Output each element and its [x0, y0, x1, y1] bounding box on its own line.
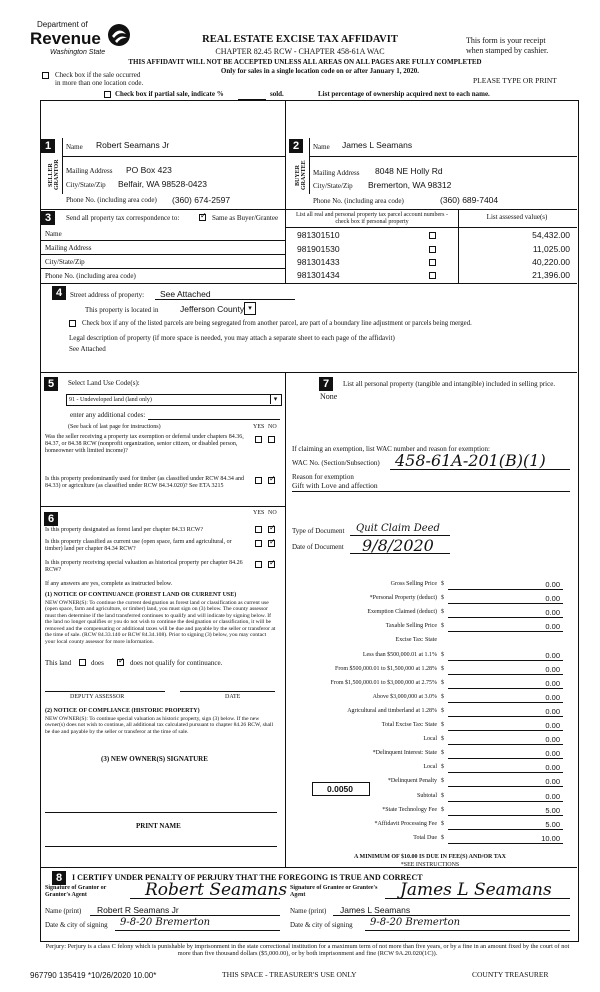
additional-codes-label: enter any additional codes: [70, 411, 146, 419]
assessed-value: 21,396.00 [532, 270, 570, 280]
seller-grantor-label: SELLER GRANTOR [48, 159, 60, 191]
current-use-yes-checkbox[interactable] [255, 540, 262, 547]
if-yes-note: If any answers are yes, complete as instructed below. [45, 581, 173, 587]
tax-row-label: Exemption Claimed (deduct) [367, 609, 437, 616]
tax-row-label: Less than $500,000.01 at 1.1% [362, 651, 437, 658]
tax-row-line [448, 589, 563, 590]
sec3-mail-label: Mailing Address [45, 244, 92, 252]
grantee-signature-line [385, 898, 570, 899]
tax-row-value: 0.00 [545, 594, 560, 604]
buyer-phone-label: Phone No. (including area code) [313, 197, 404, 205]
tax-row-dollar: $ [441, 764, 444, 771]
buyer-name-label: Name [313, 143, 330, 151]
tax-row-dollar: $ [441, 806, 444, 813]
land-use-value: 91 - Undeveloped land (land only) [69, 397, 152, 403]
parcel-col-header: List all real and personal property tax parcel account numbers - check box if personal property [296, 212, 448, 225]
section-8-number: 8 [52, 871, 66, 885]
section-3-number: 3 [41, 211, 55, 225]
assessed-col-header: List assessed value(s) [486, 213, 548, 221]
center-divider [285, 100, 286, 283]
personal-property-label: List all personal property (tangible and intangible) included in selling price. [343, 380, 556, 388]
tax-row-label: *State Technology Fee [382, 806, 437, 813]
tax-row-label: Total Due [413, 834, 437, 841]
see-instructions: *SEE INSTRUCTIONS [400, 862, 460, 868]
grantor-name-label: Name (print) [45, 907, 82, 915]
deputy-date-line [180, 691, 275, 692]
send-correspondence-label: Send all property tax correspondence to: [66, 214, 180, 222]
wac-number: 458-61A-201(B)(1) [395, 451, 546, 470]
tax-row-dollar: $ [441, 651, 444, 658]
grantee-date-line [365, 930, 570, 931]
historic-question: Is this property receiving special valuation as historical property per chapter 84.26 RCW? [45, 560, 243, 573]
parcel-number: 981301434 [297, 270, 340, 280]
notice-compliance-body: NEW OWNER(S): To continue special valuation as historic property, sign (3) below. If the new owner(s) does not wish to continue, all additional tax calculated pursuant to chapter 84.26 RCW, shall be due and payable by the seller or transferor at the time of sale. [45, 716, 274, 735]
tax-row-label: From $1,500,000.01 to $3,000,000 at 2.75% [330, 679, 437, 686]
partial-sale-checkbox[interactable] [104, 91, 111, 98]
section-3-top-line [40, 209, 577, 210]
personal-property-checkbox[interactable] [429, 259, 436, 266]
tax-row-line [448, 660, 563, 661]
grantee-date-label: Date & city of signing [290, 921, 353, 929]
buyer-city: Bremerton, WA 98312 [368, 180, 452, 190]
q1-yes-checkbox[interactable] [255, 436, 262, 443]
land-use-select[interactable] [66, 394, 282, 406]
tax-row-line [448, 786, 563, 787]
tax-row-value: 0.00 [545, 791, 560, 801]
tax-row-label: *Delinquent Interest: State [372, 750, 437, 757]
doc-date-line [350, 553, 450, 554]
tax-row-label: Gross Selling Price [390, 581, 437, 587]
form-subtitle: CHAPTER 82.45 RCW - CHAPTER 458-61A WAC [215, 47, 385, 56]
chevron-down-icon[interactable]: ▾ [270, 395, 280, 404]
historic-no-checkbox[interactable] [268, 561, 275, 568]
grantor-name-line [90, 915, 280, 916]
please-type: PLEASE TYPE OR PRINT [473, 76, 557, 85]
seller-name-line [63, 156, 285, 157]
buyer-mail-label: Mailing Address [313, 169, 360, 177]
forest-land-question: Is this property designated as forest land per chapter 84.33 RCW? [45, 527, 204, 533]
notice-continuance-body: NEW OWNER(S): To continue the current designation as forest land or classification as current use (open space, farm and agriculture, or timber) land, you must sign on (3) below. The county assessor must then determine if the land transferred continues to qualify and will indicate by signing below. If the land no longer qualifies or you do not wish to continue the designation or classification, it will be removed and the compensating or additional taxes will be due and payable by the seller or transferor at the time of sale. (RCW 84.33.140 or RCW 84.34.108). Prior to signing (3) below, you may contact your local county assessor for more information. [45, 600, 276, 645]
grantee-name-label: Name (print) [290, 907, 327, 915]
sold-label: sold. [270, 90, 284, 98]
personal-property-checkbox[interactable] [429, 272, 436, 279]
tax-row-line [448, 631, 563, 632]
tax-row-line [448, 674, 563, 675]
q1-no-checkbox[interactable] [268, 436, 275, 443]
doc-type-label: Type of Document [292, 527, 345, 535]
parcel-number: 981901530 [297, 244, 340, 254]
notice-compliance-title: (2) NOTICE OF COMPLIANCE (HISTORIC PROPERTY) [45, 708, 200, 714]
exemption-label: If claiming an exemption, list WAC number and reason for exemption: [292, 445, 490, 453]
personal-property-checkbox[interactable] [429, 232, 436, 239]
section-2-number: 2 [289, 139, 303, 153]
deputy-assessor-label: DEPUTY ASSESSOR [70, 694, 125, 700]
wac-label: WAC No. (Section/Subsection) [292, 459, 380, 467]
receipt-note-1: This form is your receipt [466, 36, 546, 45]
tax-row-value: 0.00 [545, 763, 560, 773]
parcel-number: 981301433 [297, 257, 340, 267]
multi-location-label-2: in more than one location code. [55, 79, 144, 87]
notice-continuance-title: (1) NOTICE OF CONTINUANCE (FOREST LAND OR CURRENT USE) [45, 592, 237, 598]
doc-date-value: 9/8/2020 [362, 536, 434, 555]
section-4-top-line [40, 283, 577, 284]
parcel-number: 981301510 [297, 230, 340, 240]
grantor-date-line [115, 930, 280, 931]
tax-row-label: *Affidavit Processing Fee [374, 820, 437, 827]
street-address: See Attached [160, 289, 211, 299]
does-not-checkbox[interactable] [117, 659, 124, 666]
this-land-label: This land [45, 659, 72, 667]
county-treasurer: COUNTY TREASURER [472, 970, 549, 979]
section-6-top-line [40, 506, 285, 507]
certify-statement: I CERTIFY UNDER PENALTY OF PERJURY THAT THE FOREGOING IS TRUE AND CORRECT [72, 873, 423, 882]
exemption-question: Was the seller receiving a property tax exemption or deferral under chapters 84.36, 84.37, or 84.38 RCW (nonprofit organization, senior citizen, or disabled person, homeowner with limited income)? [45, 434, 244, 454]
tax-row-label: Excise Tax: State [395, 637, 437, 644]
tax-row-value: 0.00 [545, 650, 560, 660]
tax-row-value: 0.00 [545, 706, 560, 716]
segregated-label: Check box if any of the listed parcels are being segregated from another parcel, are part of a boundary line adjustment or parcels being merged. [82, 320, 472, 327]
tax-row-line [448, 815, 563, 816]
tax-row-dollar: $ [441, 834, 444, 841]
yes-label-6: YES [253, 510, 265, 516]
treasurer-space: THIS SPACE - TREASURER'S USE ONLY [222, 970, 357, 979]
parcel-col-divider [458, 209, 459, 283]
new-owner-signature-label: (3) NEW OWNER(S) SIGNATURE [101, 755, 208, 763]
section-6-number: 6 [44, 512, 58, 526]
reason-line [292, 491, 570, 492]
revenue-swirl-icon [106, 22, 132, 48]
tax-row-dollar: $ [441, 750, 444, 757]
tax-row-label: Taxable Selling Price [385, 623, 437, 630]
grantee-name: James L Seamans [340, 905, 411, 915]
dept-line1: Department of [37, 20, 88, 29]
doc-type-value: Quit Claim Deed [356, 523, 440, 534]
legal-description-label: Legal description of property (if more space is needed, you may attach a separate sheet to each page of the affidavit) [69, 334, 395, 342]
seller-phone: (360) 674-2597 [172, 195, 231, 205]
seller-city: Belfair, WA 98528-0423 [118, 179, 207, 189]
tax-row-dollar: $ [441, 736, 444, 743]
forest-no-checkbox[interactable] [268, 526, 275, 533]
personal-property-value: None [320, 392, 338, 401]
ownership-note: List percentage of ownership acquired next to each name. [318, 90, 490, 98]
section-1-number: 1 [41, 139, 55, 153]
tax-row-line [448, 801, 563, 802]
form-title: REAL ESTATE EXCISE TAX AFFIDAVIT [202, 34, 398, 45]
same-as-buyer-label: Same as Buyer/Grantee [212, 214, 279, 222]
buyer-label-divider [309, 138, 310, 194]
q2-yes-checkbox[interactable] [255, 477, 262, 484]
minimum-note: A MINIMUM OF $10.00 IS DUE IN FEE(S) AND/OR TAX [354, 854, 506, 860]
grantor-signature: Robert Seamans [145, 880, 288, 900]
tax-row-label: Total Excise Tax: State [381, 722, 437, 728]
tax-row-value: 0.00 [545, 777, 560, 787]
sec3-phone-label: Phone No. (including area code) [45, 272, 136, 280]
tax-row-value: 0.00 [545, 749, 560, 759]
tax-row-value: 0.00 [545, 721, 560, 730]
tax-row-dollar: $ [441, 581, 444, 587]
tax-row-line [448, 772, 563, 773]
county-select[interactable]: Jefferson County [180, 304, 245, 314]
tax-row-line [448, 843, 563, 844]
grantor-name: Robert R Seamans Jr [97, 905, 179, 915]
grantor-date-label: Date & city of signing [45, 921, 108, 929]
grantor-signature-line [130, 898, 280, 899]
tax-row-dollar: $ [441, 778, 444, 785]
seller-label-divider [62, 138, 63, 194]
tax-row-value: 0.00 [545, 580, 560, 589]
tax-row-dollar: $ [441, 693, 444, 700]
local-rate: 0.0050 [327, 784, 353, 794]
assessed-value: 40,220.00 [532, 257, 570, 267]
street-address-label: Street address of property: [70, 291, 145, 299]
buyer-grantee-label: BUYER GRANTEE [295, 160, 307, 190]
no-label-6: NO [268, 510, 277, 516]
wac-line [390, 469, 570, 470]
tax-row-value: 10.00 [541, 833, 560, 843]
tax-row-dollar: $ [441, 707, 444, 714]
grantee-signature: James L Seamans [400, 880, 552, 900]
tax-row-line [448, 730, 563, 731]
segregated-checkbox[interactable] [69, 320, 76, 327]
grantee-date-city: 9-8-20 Bremerton [370, 917, 461, 928]
buyer-mail: 8048 NE Holly Rd [375, 166, 443, 176]
tax-row-dollar: $ [441, 595, 444, 602]
sec3-name-label: Name [45, 230, 62, 238]
tax-row-dollar: $ [441, 609, 444, 616]
tax-row-dollar: $ [441, 792, 444, 799]
does-checkbox[interactable] [79, 659, 86, 666]
tax-row-value: 5.00 [545, 819, 560, 829]
tax-row-label: *Personal Property (deduct) [369, 595, 437, 602]
tax-row-line [448, 716, 563, 717]
tax-row-label: From $500,000.01 to $1,500,000 at 1.28% [335, 665, 437, 672]
does-not-label: does not qualify for continuance. [130, 659, 223, 667]
doc-date-label: Date of Document [292, 543, 344, 551]
reason-value: Gift with Love and affection [292, 481, 378, 490]
seller-phone-label: Phone No. (including area code) [66, 196, 157, 204]
section-7-number: 7 [319, 377, 333, 391]
tax-row-line [448, 702, 563, 703]
assessed-value: 54,432.00 [532, 230, 570, 240]
tax-row-value: 0.00 [545, 678, 560, 688]
see-back-note: (See back of last page for instructions) [68, 424, 161, 430]
new-owner-signature-line [45, 812, 277, 813]
tax-row-label: Local [423, 764, 437, 771]
grantor-signature-label: Signature of Grantor or Grantor's Agent [45, 885, 107, 898]
current-use-question: Is this property classified as current use (open space, farm and agricultural, or timber) land per chapter 84.34 RCW? [45, 539, 232, 552]
tax-row-value: 0.00 [545, 735, 560, 745]
no-label-5: NO [268, 424, 277, 430]
tax-row-dollar: $ [441, 722, 444, 728]
dept-line3: Washington State [50, 49, 106, 56]
tax-row-line [448, 744, 563, 745]
buyer-name-line [310, 156, 577, 157]
tax-row-line [448, 758, 563, 759]
tax-row-value: 0.00 [545, 608, 560, 618]
sec3-city-line [40, 268, 285, 269]
receipt-note-2: when stamped by cashier. [466, 46, 549, 55]
warning-line: THIS AFFIDAVIT WILL NOT BE ACCEPTED UNLESS ALL AREAS ON ALL PAGES ARE FULLY COMPLETED [128, 58, 482, 66]
seller-mail-label: Mailing Address [66, 167, 113, 175]
street-address-line [155, 299, 295, 300]
timber-question: Is this property predominantly used for timber (as classified under RCW 84.34 and 84.33) or agriculture (as classified under RCW 84.34.020)? See ETA 3215 [45, 476, 245, 489]
personal-property-checkbox[interactable] [429, 246, 436, 253]
tax-row-line [448, 617, 563, 618]
tax-row-value: 0.00 [545, 622, 560, 632]
sec3-name-line [40, 240, 285, 241]
buyer-phone: (360) 689-7404 [440, 195, 499, 205]
seller-name: Robert Seamans Jr [96, 140, 170, 150]
tax-row-line [448, 603, 563, 604]
q2-no-checkbox[interactable] [268, 477, 275, 484]
land-use-label: Select Land Use Code(s): [68, 379, 140, 387]
tax-row-label: Above $3,000,000 at 3.0% [372, 693, 437, 700]
perjury-statement: Perjury: Perjury is a class C felony which is punishable by imprisonment in the state correctional institution for a maximum term of not more than five years, or by a fine in an amount fixed by the court of not more than five thousand dollars ($5,000.00), or by both imprisonment and fine (RCW 9A.20.020(1C)). [45, 943, 570, 958]
county-dropdown-button[interactable]: ▾ [244, 302, 256, 315]
sec3-mail-line [40, 254, 285, 255]
tax-row-dollar: $ [441, 820, 444, 827]
tax-row-dollar: $ [441, 623, 444, 630]
sales-note: Only for sales in a single location code on or after January 1, 2020. [220, 67, 420, 75]
tax-row-value: 0.00 [545, 664, 560, 674]
seller-city-label: City/State/Zip [66, 181, 106, 189]
multi-location-label: Check box if the sale occurred [55, 71, 141, 79]
located-in-label: This property is located in [85, 306, 159, 314]
multi-location-checkbox[interactable] [42, 72, 49, 79]
deputy-line [45, 691, 165, 692]
tax-row-line [448, 688, 563, 689]
seller-name-label: Name [66, 143, 83, 151]
tax-row-dollar: $ [441, 665, 444, 672]
same-as-buyer-checkbox[interactable] [199, 214, 206, 221]
deputy-date-label: DATE [225, 694, 241, 700]
legal-description: See Attached [69, 345, 106, 353]
partial-sale-label: Check box if partial sale, indicate % [115, 90, 224, 98]
tax-row-line [448, 829, 563, 830]
print-name-label: PRINT NAME [136, 822, 181, 830]
dept-line2: Revenue [30, 29, 101, 48]
tax-row-dollar: $ [441, 679, 444, 686]
tax-row-value: 0.00 [545, 692, 560, 702]
sec3-city-label: City/State/Zip [45, 258, 85, 266]
does-label: does [91, 659, 104, 667]
grantee-name-line [333, 915, 570, 916]
tax-row-label: Local [423, 736, 437, 743]
section-5-top-line [40, 372, 577, 373]
tax-row-value: 5.00 [545, 805, 560, 815]
assessed-value: 11,025.00 [532, 244, 570, 254]
parcel-header-line [285, 227, 577, 228]
section-8-top-line [40, 867, 577, 868]
grantor-date-city: 9-8-20 Bremerton [120, 917, 211, 928]
lower-center-divider [285, 372, 286, 867]
yes-label-5: YES [253, 424, 265, 430]
print-name-line [45, 846, 277, 847]
section-5-number: 5 [44, 377, 58, 391]
current-use-no-checkbox[interactable] [268, 540, 275, 547]
grantee-signature-label: Signature of Grantee or Grantee's Agent [290, 885, 378, 898]
buyer-city-label: City/State/Zip [313, 182, 353, 190]
section-4-number: 4 [52, 286, 66, 300]
tax-row-label: Agricultural and timberland at 1.28% [347, 707, 437, 714]
buyer-name: James L Seamans [342, 140, 413, 150]
additional-codes-line [148, 419, 280, 420]
treasurer-stamp: 967790 135419 *10/26/2020 10.00* [30, 971, 157, 980]
seller-mail: PO Box 423 [126, 165, 172, 175]
tax-row-label: *Delinquent Penalty [387, 778, 437, 785]
tax-row-label: Subtotal [416, 792, 437, 799]
forest-yes-checkbox[interactable] [255, 526, 262, 533]
historic-yes-checkbox[interactable] [255, 561, 262, 568]
reason-label: Reason for exemption [292, 473, 354, 481]
